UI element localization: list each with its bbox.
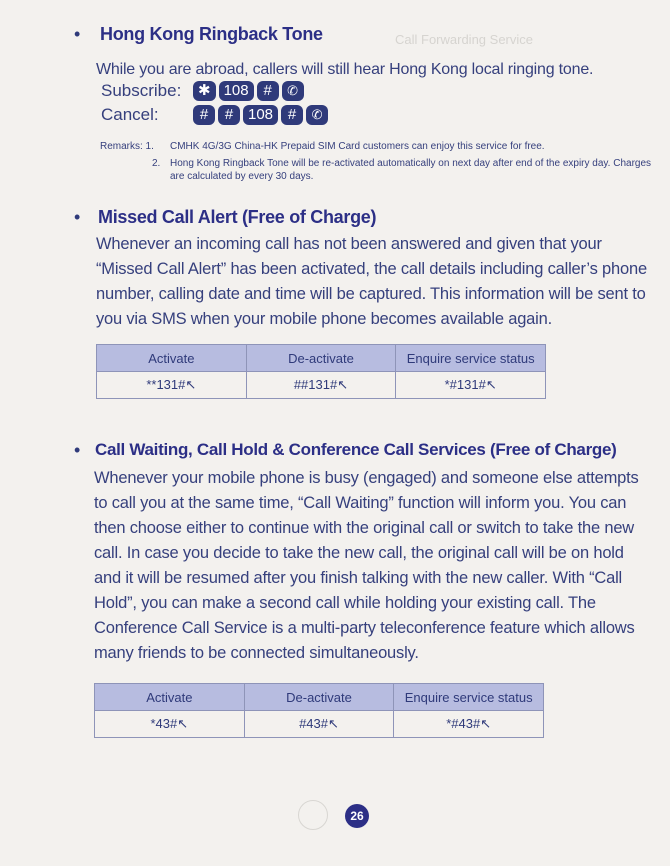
table-header: De-activate bbox=[246, 345, 396, 372]
table-header: Activate bbox=[95, 684, 245, 711]
table-row bbox=[95, 711, 544, 738]
digits-key: 108 bbox=[219, 81, 254, 101]
bullet: • bbox=[74, 24, 81, 44]
table-cell bbox=[246, 372, 396, 399]
table-cell bbox=[97, 372, 247, 399]
call-waiting-body: Whenever your mobile phone is busy (engaged) and someone else attempts to call you at the same time, “Call Waiting” function will inform you. You can then choose either to continue with the original call or switch to take the new call. In case you decide to take the new call, the original call will be on hold and it will be resumed after you finish talking with the new caller. With “Call Hold”, you can make a second call while holding your existing call. The Conference Call Service is a multi-party teleconference feature which allows many friends to be connected simultaneously. bbox=[94, 469, 639, 662]
remark-2-number: 2. bbox=[152, 158, 161, 169]
table-cell bbox=[396, 372, 546, 399]
show-through-circle bbox=[298, 800, 328, 830]
bullet: • bbox=[74, 440, 81, 460]
call-icon: ↖ bbox=[337, 377, 349, 392]
enquire-code: *#43# bbox=[446, 716, 481, 731]
digits-key: 108 bbox=[243, 105, 278, 125]
table-cell bbox=[394, 711, 544, 738]
subscribe-label: Subscribe: bbox=[101, 81, 182, 100]
activate-code: *43# bbox=[150, 716, 178, 731]
deactivate-code: #43# bbox=[299, 716, 328, 731]
hash-key: # bbox=[257, 81, 279, 101]
ringback-body: While you are abroad, callers will still hear Hong Kong local ringing tone. bbox=[96, 61, 594, 78]
subscribe-keys bbox=[193, 81, 304, 101]
remarks-label: Remarks: 1. bbox=[100, 141, 154, 152]
star-key: ✱ bbox=[193, 81, 216, 101]
call-icon: ↖ bbox=[328, 716, 339, 731]
call-icon: ↖ bbox=[480, 716, 492, 731]
table-cell bbox=[244, 711, 394, 738]
missed-call-title: Missed Call Alert (Free of Charge) bbox=[98, 207, 377, 227]
ringback-title: Hong Kong Ringback Tone bbox=[100, 24, 323, 44]
call-waiting-codes-table bbox=[94, 683, 544, 738]
hash-key: # bbox=[193, 105, 215, 125]
enquire-code: *#131# bbox=[444, 377, 486, 392]
deactivate-code: ##131# bbox=[293, 377, 338, 392]
remark-1: CMHK 4G/3G China-HK Prepaid SIM Card customers can enjoy this service for free. bbox=[170, 141, 545, 152]
table-header: Enquire service status bbox=[396, 345, 546, 372]
table-header-row bbox=[97, 345, 546, 372]
show-through-text: Call Forwarding Service bbox=[395, 32, 533, 47]
table-cell bbox=[95, 711, 245, 738]
remark-2: Hong Kong Ringback Tone will be re-activated automatically on next day after end of the expiry day. Charges are calculated by every 30 days. bbox=[170, 158, 652, 182]
table-header: De-activate bbox=[244, 684, 394, 711]
call-waiting-title: Call Waiting, Call Hold & Conference Call Services (Free of Charge) bbox=[95, 440, 617, 459]
cancel-keys bbox=[193, 105, 328, 125]
hash-key: # bbox=[281, 105, 303, 125]
call-key-icon: ✆ bbox=[282, 81, 304, 101]
table-header: Activate bbox=[97, 345, 247, 372]
hash-key: # bbox=[218, 105, 240, 125]
call-key-icon: ✆ bbox=[306, 105, 328, 125]
call-icon: ↖ bbox=[485, 377, 497, 392]
table-row bbox=[97, 372, 546, 399]
activate-code: **131# bbox=[146, 377, 186, 392]
missed-call-codes-table bbox=[96, 344, 546, 399]
cancel-label: Cancel: bbox=[101, 105, 159, 124]
table-header: Enquire service status bbox=[394, 684, 544, 711]
missed-call-body: Whenever an incoming call has not been answered and given that your “Missed Call Alert” has been activated, the call details including caller’s phone number, calling date and time will be captured. This information will be sent to you via SMS when your mobile phone becomes available again. bbox=[96, 235, 647, 328]
bullet: • bbox=[74, 207, 81, 227]
table-header-row bbox=[95, 684, 544, 711]
call-icon: ↖ bbox=[185, 377, 197, 392]
call-icon: ↖ bbox=[177, 716, 189, 731]
page-number: 26 bbox=[345, 804, 369, 828]
